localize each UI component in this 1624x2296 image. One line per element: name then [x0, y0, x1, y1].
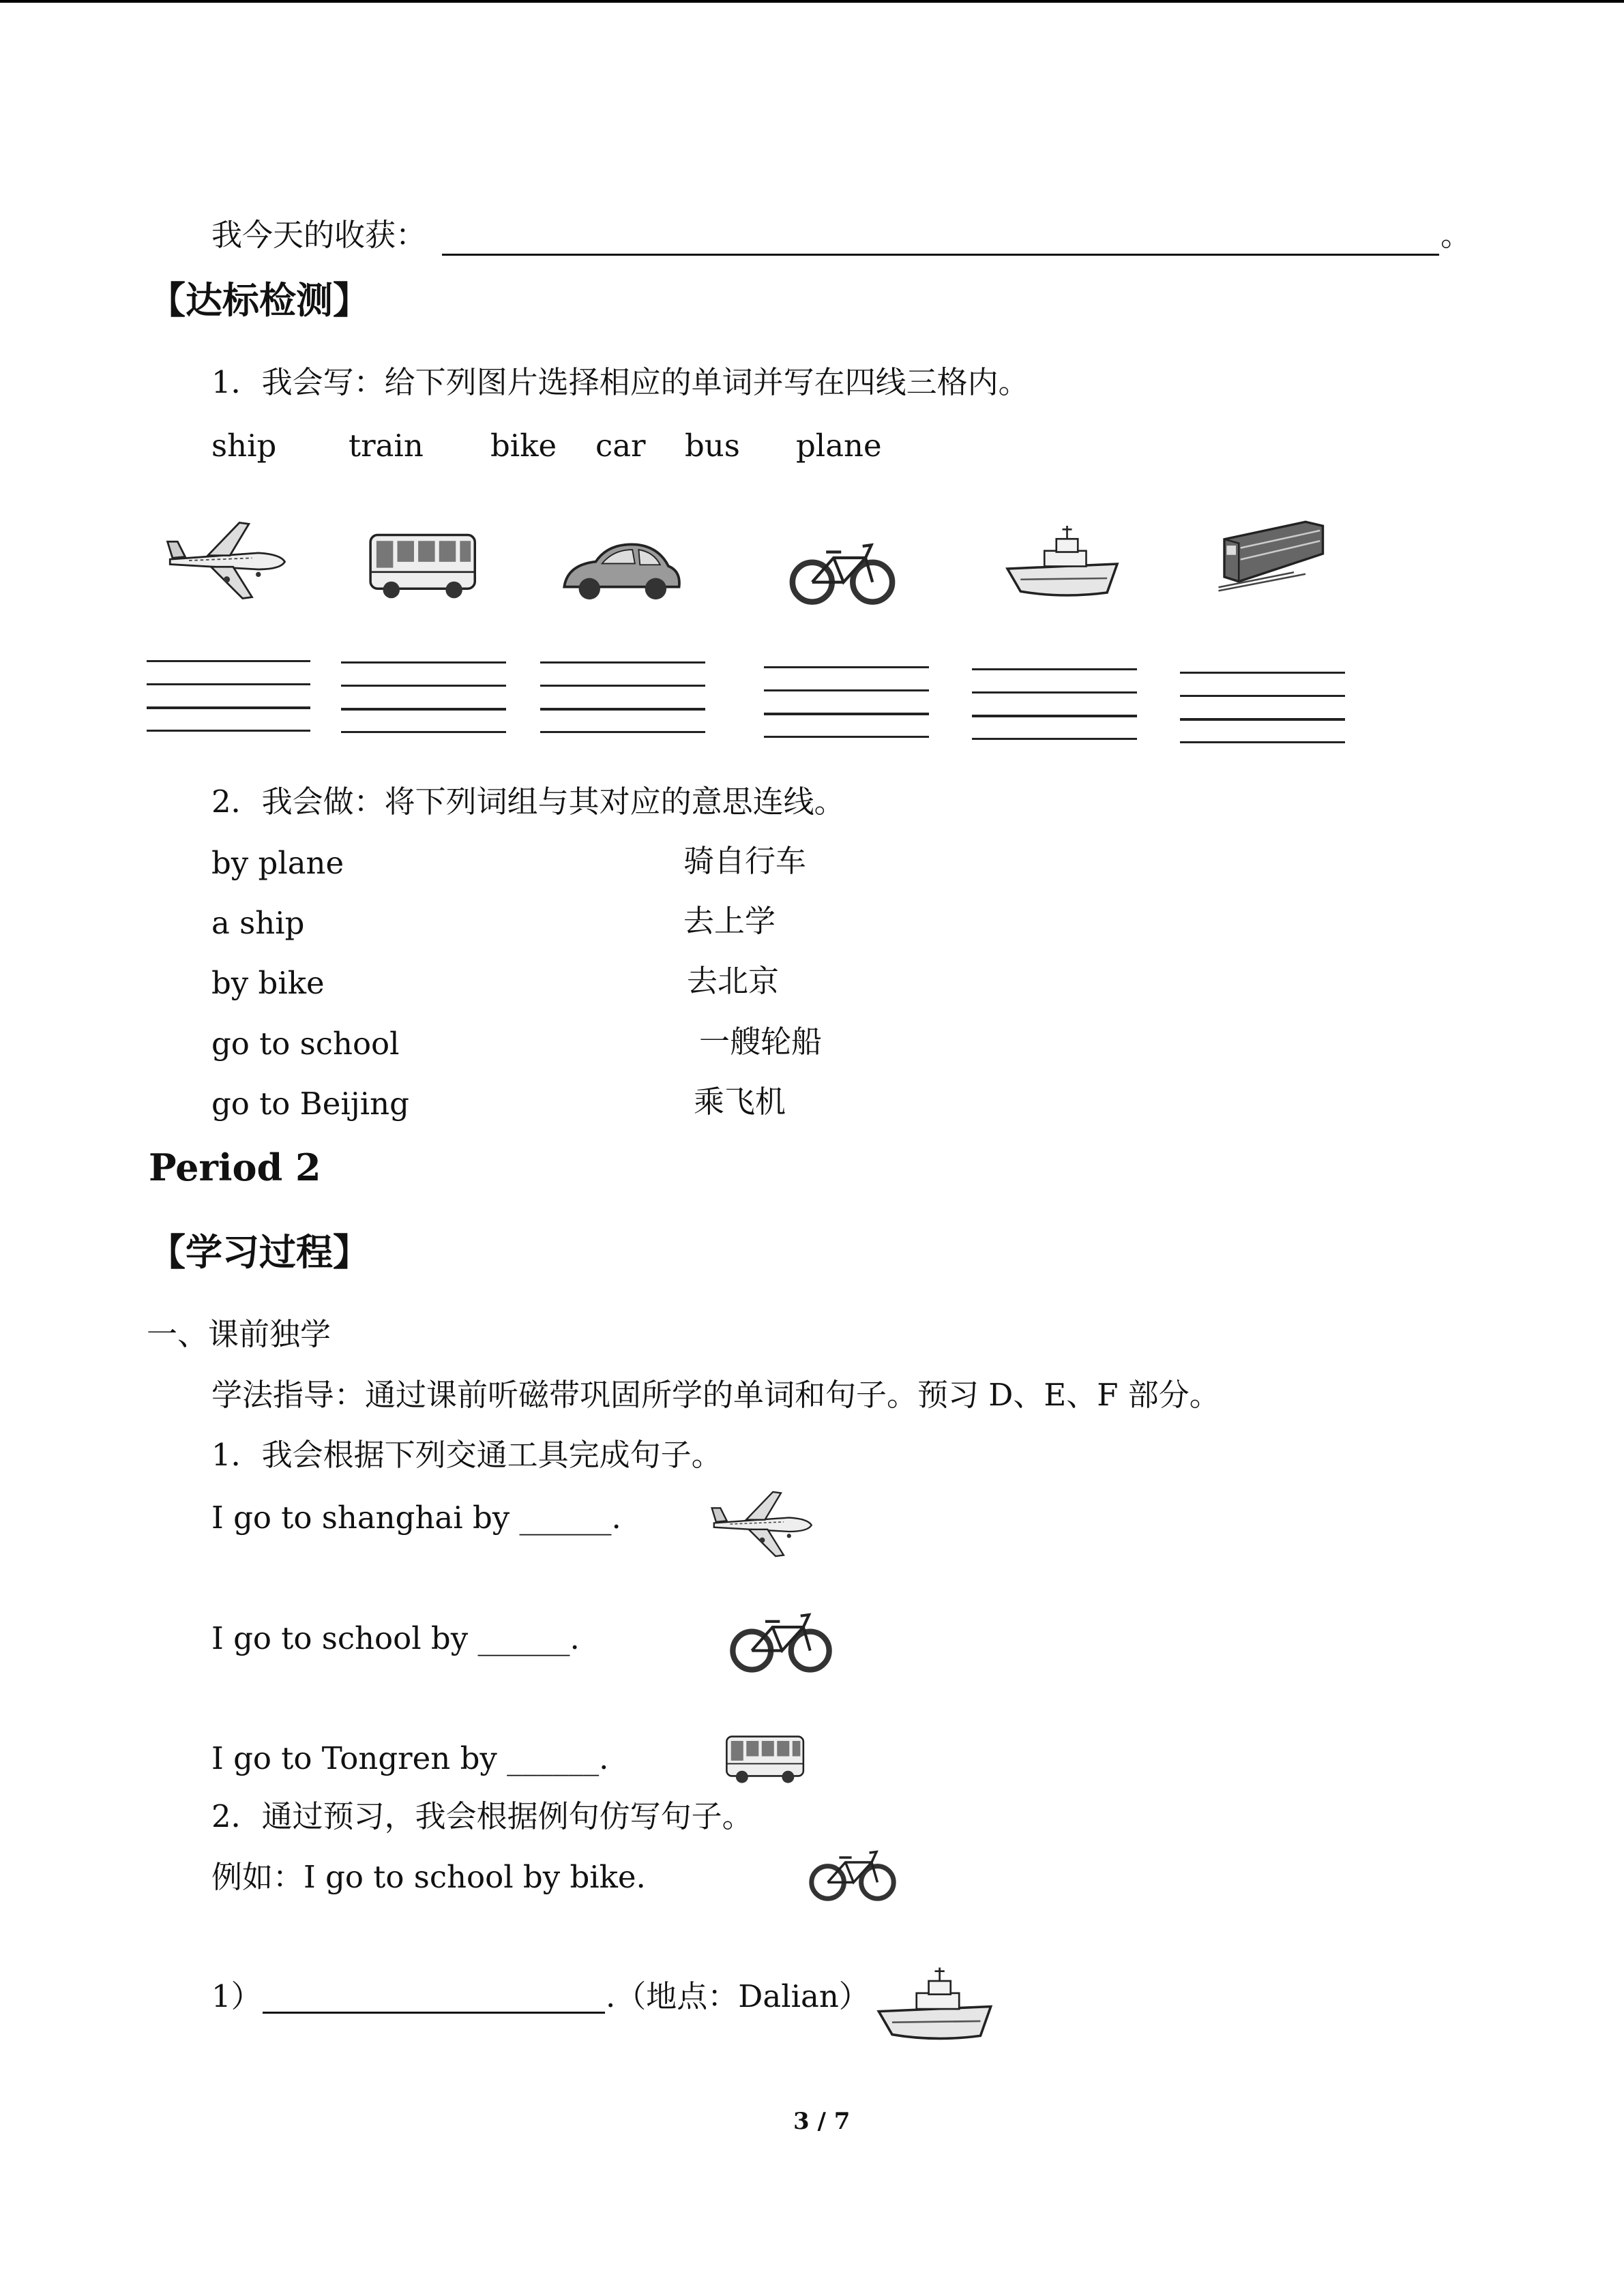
- bike-icon: [805, 1834, 900, 1909]
- example-sentence: 例如：I go to school by bike.: [211, 1859, 646, 1895]
- section-title: 一、课前独学: [147, 1316, 331, 1352]
- sentence-item: I go to shanghai by ______.: [211, 1500, 621, 1536]
- plane-icon: [703, 1487, 822, 1562]
- study-guide: 学法指导：通过课前听磁带巩固所学的单词和句子。预习 D、E、F 部分。: [211, 1377, 1220, 1413]
- meaning-item: 去上学: [683, 903, 776, 939]
- item1-answer-line[interactable]: [263, 2012, 605, 2014]
- word-plane: plane: [796, 428, 882, 464]
- bike-icon: [723, 1599, 839, 1678]
- meaning-item: 骑自行车: [683, 843, 807, 879]
- word-ship: ship: [211, 428, 277, 464]
- word-bike: bike: [490, 428, 557, 464]
- word-bus: bus: [685, 428, 740, 464]
- check-heading: 【达标检测】: [149, 278, 370, 322]
- gain-label: 我今天的收获：: [211, 217, 427, 253]
- sentence-item: I go to school by ______.: [211, 1620, 580, 1656]
- word-car: car: [595, 428, 646, 464]
- gain-end-mark: 。: [1441, 217, 1472, 253]
- car-icon: [558, 525, 684, 617]
- meaning-item: 一艘轮船: [699, 1024, 823, 1060]
- sentence-item: I go to Tongren by ______.: [211, 1740, 609, 1776]
- word-train: train: [349, 428, 424, 464]
- process-task2: 2．通过预习，我会根据例句仿写句子。: [211, 1798, 753, 1834]
- phrase-item: by bike: [211, 965, 325, 1001]
- bus-icon: [361, 515, 481, 617]
- period-heading: Period 2: [149, 1146, 321, 1189]
- item1-prefix: 1）: [211, 1978, 262, 2014]
- page-number: 3 / 7: [793, 2108, 851, 2135]
- plane-icon: [164, 513, 290, 608]
- item1-suffix: .（地点：Dalian）: [606, 1978, 870, 2014]
- ship-icon: [1003, 513, 1122, 615]
- phrase-item: by plane: [211, 845, 344, 881]
- check-task1: 1．我会写：给下列图片选择相应的单词并写在四线三格内。: [211, 364, 1029, 400]
- check-task2: 2．我会做：将下列词组与其对应的意思连线。: [211, 784, 845, 820]
- train-icon: [1213, 503, 1329, 604]
- phrase-item: go to school: [211, 1026, 400, 1062]
- phrase-item: a ship: [211, 905, 305, 941]
- top-border: [0, 0, 1624, 3]
- meaning-item: 去北京: [687, 963, 780, 999]
- bus-icon: [706, 1729, 822, 1790]
- ship-icon: [865, 1964, 1005, 2049]
- process-task1: 1．我会根据下列交通工具完成句子。: [211, 1437, 722, 1473]
- meaning-item: 乘飞机: [694, 1084, 786, 1120]
- gain-answer-line[interactable]: [442, 254, 1439, 256]
- process-heading: 【学习过程】: [149, 1230, 370, 1274]
- phrase-item: go to Beijing: [211, 1086, 409, 1122]
- bike-icon: [784, 525, 900, 614]
